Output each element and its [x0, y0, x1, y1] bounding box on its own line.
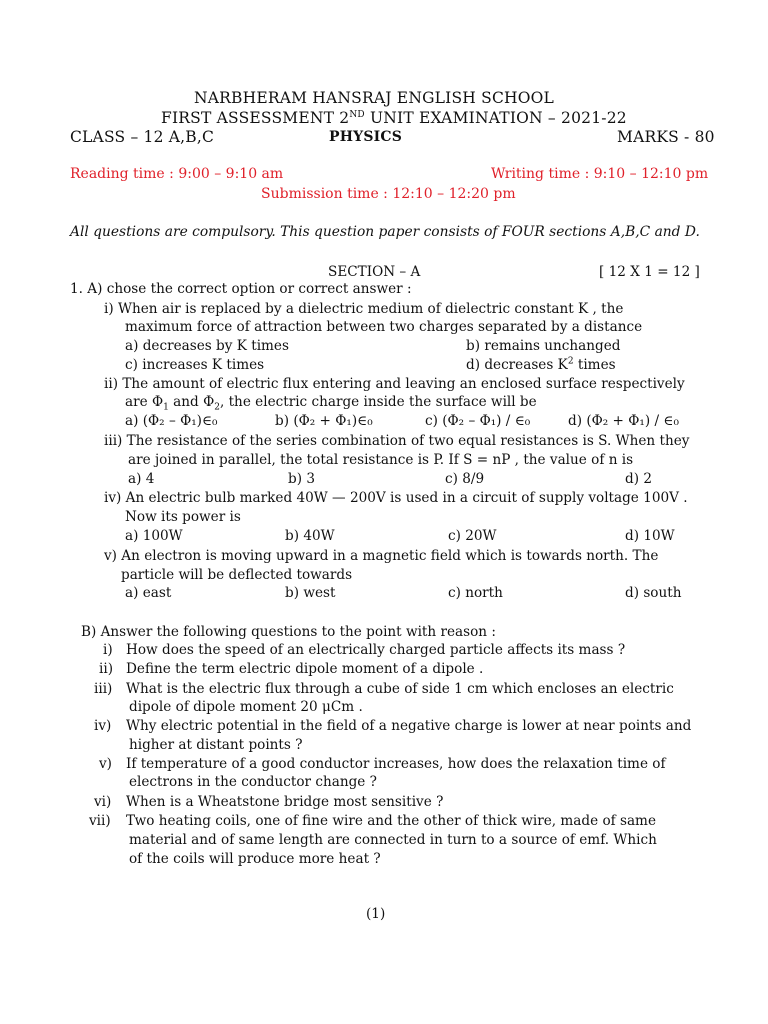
sq-7-line-2: material and of same length are connected in turn to a source of emf. Which: [129, 832, 657, 848]
mcq-2-sub-2: 2: [214, 402, 220, 413]
mcq-5-option-c: c) north: [448, 585, 503, 601]
mcq-2-stem-2a: are Φ: [125, 394, 164, 410]
mcq-3-stem-2: are joined in parallel, the total resistance is P. If S = nP , the value of n is: [128, 452, 634, 468]
mcq-1-option-c: c) increases K times: [125, 357, 265, 373]
mcq-5-option-d: d) south: [625, 585, 682, 601]
mcq-1-stem-1: i) When air is replaced by a dielectric medium of dielectric constant K , the: [104, 301, 624, 317]
sq-7-line-3: of the coils will produce more heat ?: [129, 851, 381, 867]
page-number: (1): [366, 906, 386, 922]
exam-title-sup: ND: [349, 109, 365, 120]
class-label: CLASS – 12 A,B,C: [70, 128, 215, 146]
sq-3-line-1: What is the electric flux through a cube of side 1 cm which encloses an electric: [126, 681, 674, 697]
reading-time: Reading time : 9:00 – 9:10 am: [70, 166, 284, 182]
mcq-5-stem-2: particle will be deflected towards: [121, 567, 353, 583]
mcq-1-option-d-sup: 2: [567, 356, 574, 367]
school-name: NARBHERAM HANSRAJ ENGLISH SCHOOL: [194, 89, 555, 107]
sq-5-line-2: electrons in the conductor change ?: [129, 774, 377, 790]
mcq-1-option-d-text: d) decreases K: [466, 357, 568, 373]
sq-4-num: iv): [94, 718, 112, 734]
sq-4-line-2: higher at distant points ?: [129, 737, 303, 753]
mcq-2-and: and Φ: [168, 394, 215, 410]
mcq-2-sub-1: 1: [163, 402, 169, 413]
sq-5-line-1: If temperature of a good conductor increases, how does the relaxation time of: [126, 756, 666, 772]
mcq-4-option-d: d) 10W: [625, 528, 675, 544]
writing-time: Writing time : 9:10 – 12:10 pm: [491, 166, 709, 182]
mcq-2-option-c: c) (Φ₂ – Φ₁) / ∈₀: [425, 413, 531, 429]
mcq-2-stem-2: [125, 393, 537, 411]
mcq-1-option-b: b) remains unchanged: [466, 338, 621, 354]
sq-5-num: v): [99, 756, 112, 772]
subject-label: PHYSICS: [329, 129, 403, 145]
mcq-4-stem-1: iv) An electric bulb marked 40W — 200V is used in a circuit of supply voltage 100V .: [104, 490, 688, 506]
mcq-2-stem-2b: , the electric charge inside the surface will be: [219, 394, 537, 410]
exam-title: [161, 109, 627, 127]
mcq-3-option-c: c) 8/9: [445, 471, 485, 487]
sq-7-num: vii): [89, 813, 111, 829]
mcq-3-option-a: a) 4: [128, 471, 155, 487]
mcq-1-option-d: [466, 356, 616, 374]
mcq-1-option-a: a) decreases by K times: [125, 338, 289, 354]
section-a-title: SECTION – A: [328, 264, 421, 280]
part-a-intro: 1. A) chose the correct option or correct answer :: [70, 281, 412, 297]
sq-4-line-1: Why electric potential in the field of a negative charge is lower at near points and: [126, 718, 692, 734]
section-a-marks: [ 12 X 1 = 12 ]: [599, 264, 700, 280]
sq-3-num: iii): [94, 681, 113, 697]
sq-7-line-1: Two heating coils, one of fine wire and the other of thick wire, made of same: [126, 813, 656, 829]
sq-1-num: i): [103, 642, 113, 658]
mcq-4-option-c: c) 20W: [448, 528, 497, 544]
mcq-2-option-a: a) (Φ₂ – Φ₁)∈₀: [125, 413, 218, 429]
instructions: All questions are compulsory. This question paper consists of FOUR sections A,B,C and D.: [70, 224, 700, 240]
mcq-4-stem-2: Now its power is: [125, 509, 241, 525]
mcq-2-option-b: b) (Φ₂ + Φ₁)∈₀: [275, 413, 373, 429]
mcq-2-option-d: d) (Φ₂ + Φ₁) / ∈₀: [568, 413, 679, 429]
mcq-3-stem-1: iii) The resistance of the series combination of two equal resistances is S. When they: [104, 433, 690, 449]
mcq-1-stem-2: maximum force of attraction between two charges separated by a distance: [125, 319, 643, 335]
mcq-2-stem-1: ii) The amount of electric flux entering and leaving an enclosed surface respectively: [104, 376, 685, 392]
sq-1-line-1: How does the speed of an electrically charged particle affects its mass ?: [126, 642, 626, 658]
mcq-5-option-a: a) east: [125, 585, 172, 601]
sq-6-line-1: When is a Wheatstone bridge most sensitive ?: [126, 794, 444, 810]
marks-label: MARKS - 80: [617, 128, 715, 146]
mcq-3-option-b: b) 3: [288, 471, 315, 487]
sq-2-num: ii): [99, 661, 113, 677]
mcq-5-option-b: b) west: [285, 585, 336, 601]
mcq-3-option-d: d) 2: [625, 471, 652, 487]
sq-3-line-2: dipole of dipole moment 20 μCm .: [129, 699, 363, 715]
sq-6-num: vi): [94, 794, 112, 810]
mcq-4-option-a: a) 100W: [125, 528, 183, 544]
mcq-5-stem-1: v) An electron is moving upward in a magnetic field which is towards north. The: [104, 548, 659, 564]
exam-title-pre: FIRST ASSESSMENT 2: [161, 109, 350, 127]
exam-title-post: UNIT EXAMINATION – 2021-22: [364, 109, 627, 127]
submission-time: Submission time : 12:10 – 12:20 pm: [261, 186, 516, 202]
part-b-intro: B) Answer the following questions to the point with reason :: [81, 624, 496, 640]
sq-2-line-1: Define the term electric dipole moment of a dipole .: [126, 661, 484, 677]
mcq-1-option-d-tail: times: [573, 357, 616, 373]
mcq-4-option-b: b) 40W: [285, 528, 335, 544]
